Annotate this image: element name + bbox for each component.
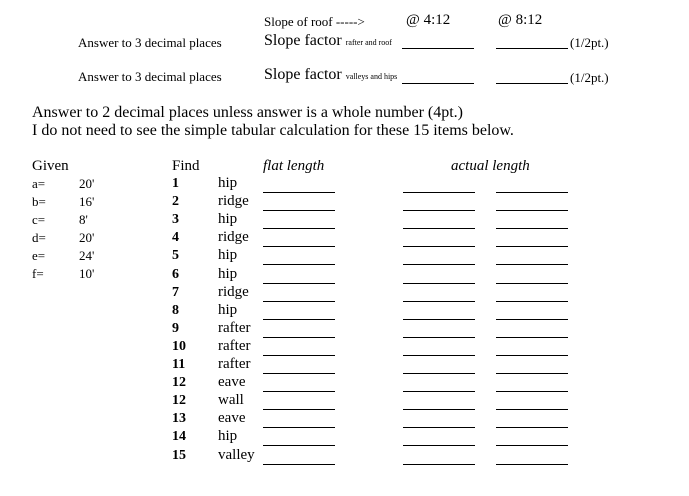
- actual-length-8-12-input[interactable]: [496, 464, 568, 465]
- item-name: eave: [218, 374, 246, 391]
- precision-note-2: Answer to 3 decimal places: [78, 69, 222, 84]
- actual-length-4-12-input[interactable]: [403, 228, 475, 229]
- flat-length-input[interactable]: [263, 210, 335, 211]
- item-name: hip: [218, 265, 238, 282]
- flat-length-input[interactable]: [263, 246, 335, 247]
- flat-length-input[interactable]: [263, 264, 335, 265]
- item-name: hip: [218, 428, 238, 445]
- actual-length-8-12-input[interactable]: [496, 409, 568, 410]
- item-name: eave: [218, 410, 246, 427]
- flat-length-input[interactable]: [263, 355, 335, 356]
- item-name: rafter: [218, 337, 251, 354]
- given-var: b=: [32, 194, 46, 209]
- actual-length-4-12-input[interactable]: [403, 210, 475, 211]
- slope-8-12-header: @ 8:12: [498, 12, 543, 28]
- flat-length-input[interactable]: [263, 409, 335, 410]
- flat-length-input[interactable]: [263, 373, 335, 374]
- item-number: 7: [172, 284, 179, 300]
- actual-length-4-12-input[interactable]: [403, 445, 475, 446]
- actual-length-4-12-input[interactable]: [403, 464, 475, 465]
- actual-length-8-12-input[interactable]: [496, 337, 568, 338]
- flat-length-input[interactable]: [263, 283, 335, 284]
- actual-length-8-12-input[interactable]: [496, 355, 568, 356]
- item-number: 12: [172, 393, 186, 409]
- actual-length-8-12-input[interactable]: [496, 264, 568, 265]
- given-value: 24': [79, 248, 95, 263]
- points-2: (1/2pt.): [570, 70, 609, 85]
- actual-length-8-12-input[interactable]: [496, 301, 568, 302]
- actual-length-8-12-input[interactable]: [496, 445, 568, 446]
- flat-length-input[interactable]: [263, 427, 335, 428]
- given-var: c=: [32, 212, 46, 227]
- item-number: 9: [172, 320, 179, 336]
- item-number: 1: [172, 176, 179, 191]
- item-name: rafter: [218, 356, 251, 372]
- flat-length-input[interactable]: [263, 228, 335, 229]
- instruction-line-2: I do not need to see the simple tabular calculation for these 15 items below.: [32, 122, 514, 139]
- flat-length-header: flat length: [263, 158, 325, 174]
- given-value: 8': [79, 212, 88, 227]
- actual-length-8-12-input[interactable]: [496, 283, 568, 284]
- item-number: 12: [172, 375, 186, 391]
- actual-length-8-12-input[interactable]: [496, 210, 568, 211]
- item-number: 14: [172, 429, 186, 445]
- item-number: 2: [172, 194, 179, 210]
- item-number: 6: [172, 266, 179, 282]
- flat-length-input[interactable]: [263, 464, 335, 465]
- actual-length-4-12-input[interactable]: [403, 192, 475, 193]
- actual-length-8-12-input[interactable]: [496, 427, 568, 428]
- item-number: 15: [172, 447, 186, 463]
- actual-length-4-12-input[interactable]: [403, 283, 475, 284]
- slope-factor-text: Slope factor: [264, 66, 342, 83]
- given-value: 20': [79, 176, 95, 191]
- slope-factor-sub: valleys and hips: [345, 72, 398, 81]
- flat-length-input[interactable]: [263, 445, 335, 446]
- given-var: d=: [32, 230, 46, 245]
- slope-4-12-header: @ 4:12: [406, 12, 451, 28]
- actual-length-4-12-input[interactable]: [403, 409, 475, 410]
- item-name: ridge: [218, 283, 249, 300]
- given-value: 10': [79, 266, 95, 281]
- actual-length-8-12-input[interactable]: [496, 246, 568, 247]
- rafter-factor-8-12-input[interactable]: [496, 48, 568, 49]
- item-number: 11: [172, 357, 186, 372]
- rafter-factor-4-12-input[interactable]: [402, 48, 474, 49]
- points-1: (1/2pt.): [570, 35, 609, 50]
- actual-length-4-12-input[interactable]: [403, 427, 475, 428]
- hip-factor-8-12-input[interactable]: [496, 83, 568, 84]
- flat-length-input[interactable]: [263, 319, 335, 320]
- actual-length-4-12-input[interactable]: [403, 391, 475, 392]
- item-name: wall: [218, 392, 244, 409]
- given-value: 16': [79, 194, 95, 209]
- slope-factor-hip-label: [264, 66, 397, 84]
- given-value: 20': [79, 230, 95, 245]
- slope-factor-text: Slope factor: [264, 32, 342, 49]
- actual-length-8-12-input[interactable]: [496, 319, 568, 320]
- slope-of-roof-label: Slope of roof ----->: [264, 14, 365, 29]
- item-name: ridge: [218, 229, 249, 246]
- slope-factor-sub: rafter and roof: [345, 38, 392, 47]
- actual-length-4-12-input[interactable]: [403, 301, 475, 302]
- precision-note-1: Answer to 3 decimal places: [78, 35, 222, 50]
- given-var: f=: [32, 266, 44, 281]
- hip-factor-4-12-input[interactable]: [402, 83, 474, 84]
- item-number: 5: [172, 248, 179, 264]
- flat-length-input[interactable]: [263, 391, 335, 392]
- item-number: 13: [172, 411, 186, 427]
- instruction-line-1: Answer to 2 decimal places unless answer is a whole number (4pt.): [32, 104, 463, 121]
- flat-length-input[interactable]: [263, 337, 335, 338]
- given-header: Given: [32, 158, 69, 174]
- given-var: e=: [32, 248, 46, 263]
- item-number: 4: [172, 230, 179, 246]
- actual-length-4-12-input[interactable]: [403, 373, 475, 374]
- flat-length-input[interactable]: [263, 301, 335, 302]
- flat-length-input[interactable]: [263, 192, 335, 193]
- item-name: ridge: [218, 193, 249, 210]
- actual-length-8-12-input[interactable]: [496, 192, 568, 193]
- actual-length-header: actual length: [451, 158, 530, 174]
- item-name: hip: [218, 211, 238, 228]
- item-number: 8: [172, 302, 179, 318]
- actual-length-8-12-input[interactable]: [496, 228, 568, 229]
- item-number: 3: [172, 212, 179, 228]
- actual-length-8-12-input[interactable]: [496, 391, 568, 392]
- item-name: hip: [218, 301, 238, 318]
- item-number: 10: [172, 338, 186, 354]
- actual-length-4-12-input[interactable]: [403, 319, 475, 320]
- given-var: a=: [32, 176, 46, 191]
- actual-length-4-12-input[interactable]: [403, 246, 475, 247]
- slope-factor-rafter-label: [264, 32, 392, 50]
- item-name: valley: [218, 446, 255, 463]
- actual-length-4-12-input[interactable]: [403, 337, 475, 338]
- find-header: Find: [172, 158, 200, 174]
- actual-length-8-12-input[interactable]: [496, 373, 568, 374]
- actual-length-4-12-input[interactable]: [403, 355, 475, 356]
- item-name: hip: [218, 175, 238, 191]
- actual-length-4-12-input[interactable]: [403, 264, 475, 265]
- item-name: hip: [218, 247, 238, 264]
- item-name: rafter: [218, 319, 251, 336]
